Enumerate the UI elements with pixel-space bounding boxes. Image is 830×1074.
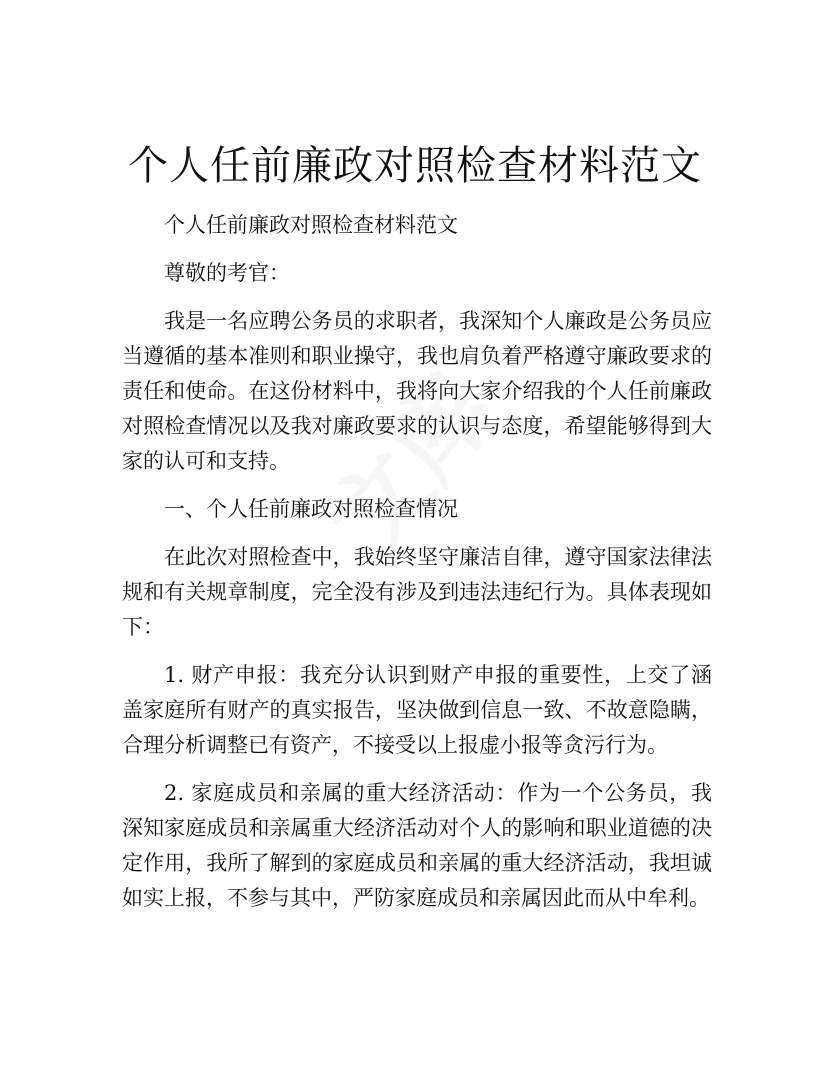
list-item-family: 2. 家庭成员和亲属的重大经济活动：作为一个公务员，我深知家庭成员和亲属重大经济活动对个人的影响和职业道德的决定作用，我所了解到的家庭成员和亲属的重大经济活动，我坦诚如实上报，不参与其中，严防家庭成员和亲属因此而从中牟利。 — [122, 781, 712, 910]
paragraph-salutation: 尊敬的考官： — [164, 261, 290, 285]
document-body — [122, 208, 712, 929]
paragraph-subtitle: 个人任前廉政对照检查材料范文 — [164, 213, 458, 237]
paragraph-section-intro: 在此次对照检查中，我始终坚守廉洁自律，遵守国家法律法规和有关规章制度，完全没有涉及到违法违纪行为。具体表现如下： — [122, 545, 712, 639]
document-title: 个人任前廉政对照检查材料范文 — [128, 143, 702, 189]
paragraph-intro: 我是一名应聘公务员的求职者，我深知个人廉政是公务员应当遵循的基本准则和职业操守，我也肩负着严格遵守廉政要求的责任和使命。在这份材料中，我将向大家介绍我的个人任前廉政对照检查情况以及我对廉政要求的认识与态度，希望能够得到大家的认可和支持。 — [122, 309, 712, 473]
list-item-property: 1. 财产申报：我充分认识到财产申报的重要性，上交了涵盖家庭所有财产的真实报告，坚决做到信息一致、不故意隐瞒，合理分析调整已有资产，不接受以上报虚小报等贪污行为。 — [122, 663, 712, 757]
section-heading: 一、个人任前廉政对照检查情况 — [164, 497, 458, 521]
